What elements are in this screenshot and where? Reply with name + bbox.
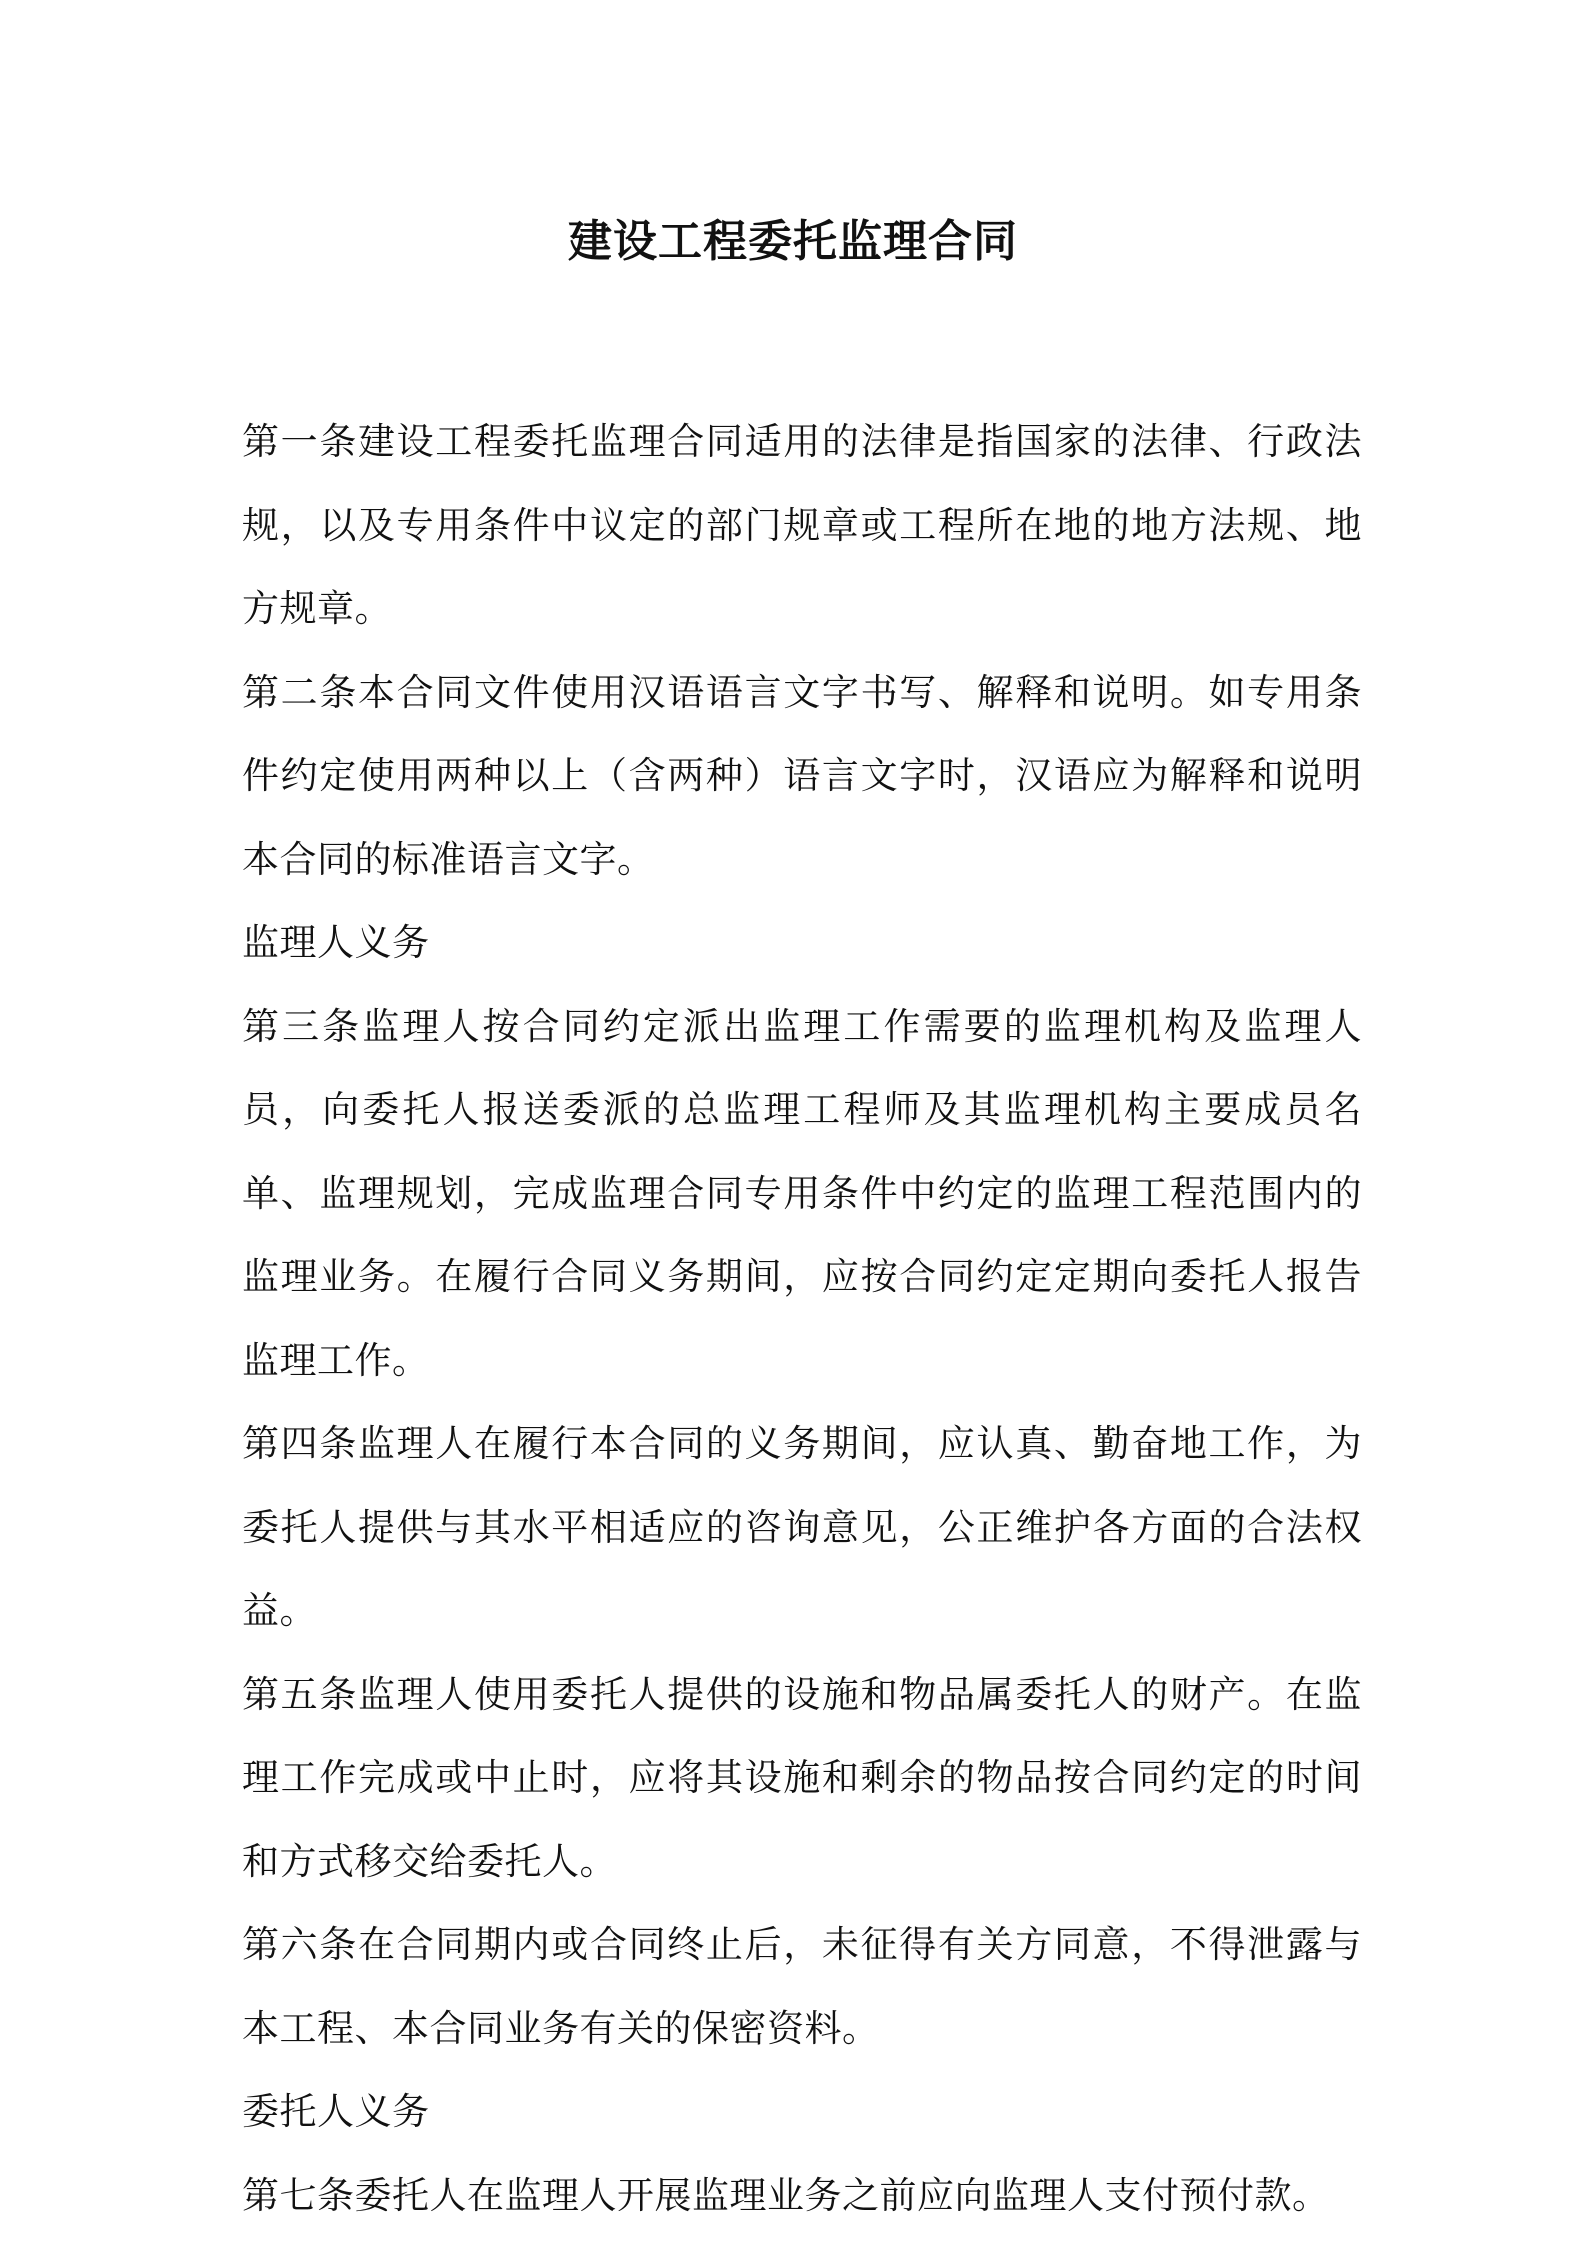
article-3: 第三条监理人按合同约定派出监理工作需要的监理机构及监理人员，向委托人报送委派的总监理工程师及其监理机构主要成员名单、监理规划，完成监理合同专用条件中约定的监理工程范围内的监理业务。在履行合同义务期间，应按合同约定定期向委托人报告监理工作。 xyxy=(242,1004,1362,1382)
article-4: 第四条监理人在履行本合同的义务期间，应认真、勤奋地工作，为委托人提供与其水平相适应的咨询意见，公正维护各方面的合法权益。 xyxy=(242,1422,1362,1632)
document-title: 建设工程委托监理合同 xyxy=(568,216,1018,267)
article-2: 第二条本合同文件使用汉语语言文字书写、解释和说明。如专用条件约定使用两种以上（含两种）语言文字时，汉语应为解释和说明本合同的标准语言文字。 xyxy=(242,670,1362,881)
article-5: 第五条监理人使用委托人提供的设施和物品属委托人的财产。在监理工作完成或中止时，应将其设施和剩余的物品按合同约定的时间和方式移交给委托人。 xyxy=(242,1672,1362,1883)
document-body xyxy=(242,400,1362,2237)
article-7: 第七条委托人在监理人开展监理业务之前应向监理人支付预付款。 xyxy=(242,2173,1330,2217)
article-6: 第六条在合同期内或合同终止后，未征得有关方同意，不得泄露与本工程、本合同业务有关的保密资料。 xyxy=(242,1923,1362,2050)
article-1: 第一条建设工程委托监理合同适用的法律是指国家的法律、行政法规，以及专用条件中议定的部门规章或工程所在地的地方法规、地方规章。 xyxy=(242,420,1362,630)
section-heading-client-obligations: 委托人义务 xyxy=(242,2090,430,2133)
section-heading-supervisor-obligations: 监理人义务 xyxy=(242,921,430,964)
